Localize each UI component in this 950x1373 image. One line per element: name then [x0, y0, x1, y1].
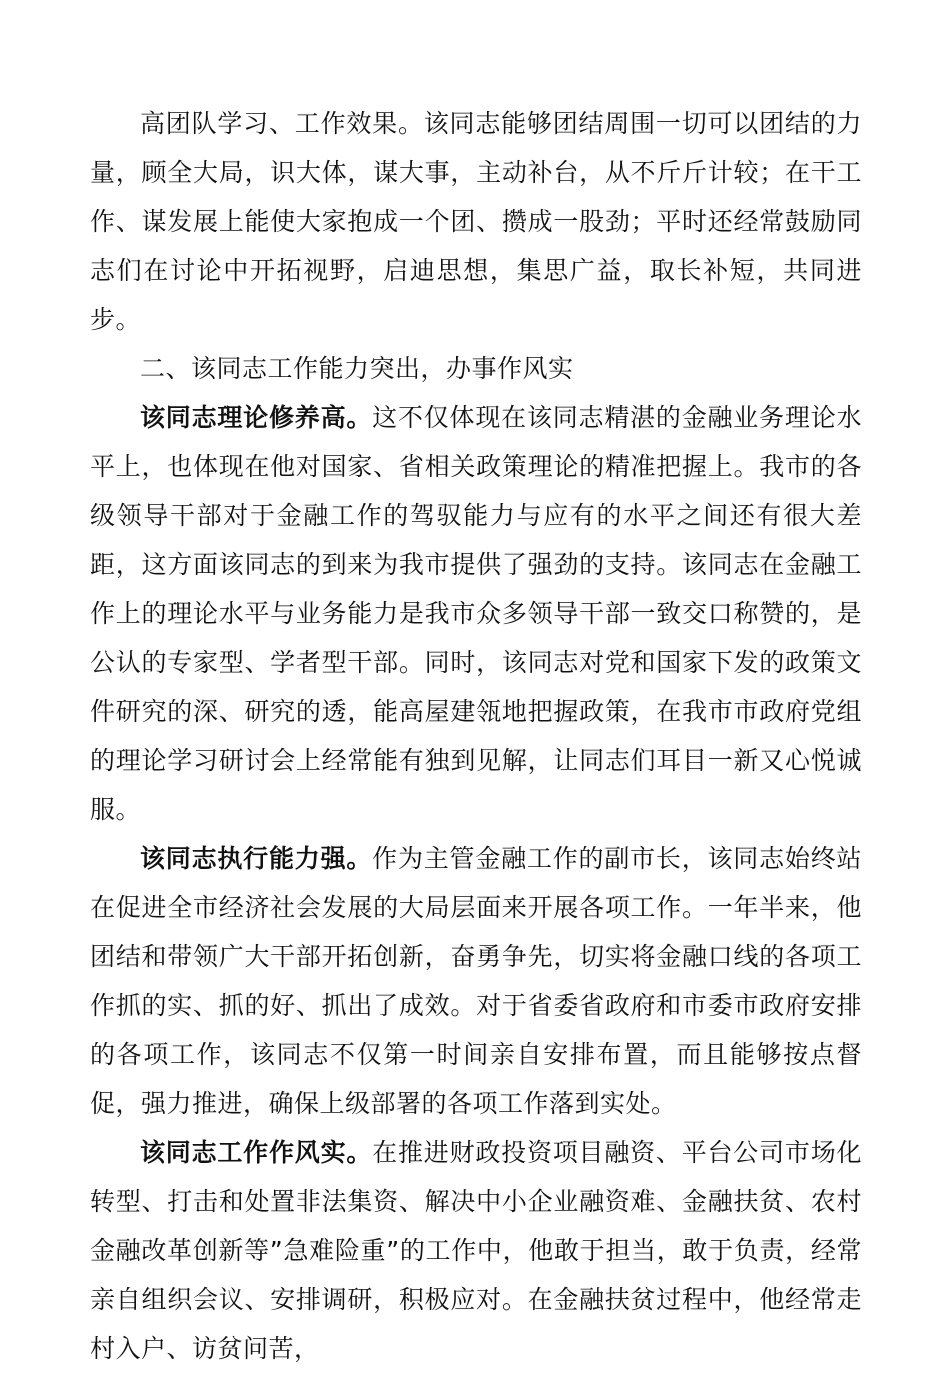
- paragraph-theory: [90, 393, 862, 834]
- paragraph-lead: 该同志执行能力强。: [140, 844, 373, 873]
- paragraph-execution: [90, 834, 862, 1128]
- paragraph-lead: 该同志理论修养高。: [140, 403, 373, 432]
- paragraph-text: 作为主管金融工作的副市长，该同志始终站在促进全市经济社会发展的大局层面来开展各项工作。一年半来，他团结和带领广大干部开拓创新，奋勇争先，切实将金融口线的各项工作抓的实、抓的好、抓出了成效。对于省委省政府和市委市政府安排的各项工作，该同志不仅第一时间亲自安排布置，而且能够按点督促，强力推进，确保上级部署的各项工作落到实处。: [90, 844, 862, 1118]
- paragraph-text: 这不仅体现在该同志精湛的金融业务理论水平上，也体现在他对国家、省相关政策理论的精准把握上。我市的各级领导干部对于金融工作的驾驭能力与应有的水平之间还有很大差距，这方面该同志的到来为我市提供了强劲的支持。该同志在金融工作上的理论水平与业务能力是我市众多领导干部一致交口称赞的，是公认的专家型、学者型干部。同时，该同志对党和国家下发的政策文件研究的深、研究的透，能高屋建瓴地把握政策，在我市市政府党组的理论学习研讨会上经常能有独到见解，让同志们耳目一新又心悦诚服。: [90, 403, 862, 824]
- paragraph-text: 高团队学习、工作效果。该同志能够团结周围一切可以团结的力量，顾全大局，识大体，谋大事，主动补台，从不斤斤计较；在干工作、谋发展上能使大家抱成一个团、攒成一股劲；平时还经常鼓励同志们在讨论中开拓视野，启迪思想，集思广益，取长补短，共同进步。: [90, 109, 862, 334]
- paragraph-text: 在推进财政投资项目融资、平台公司市场化转型、打击和处置非法集资、解决中小企业融资难、金融扶贫、农村金融改革创新等”急难险重”的工作中，他敢于担当，敢于负责，经常亲自组织会议、安排调研，积极应对。在金融扶贫过程中，他经常走村入户、访贫问苦，: [90, 1138, 862, 1363]
- document-body: [90, 99, 862, 1373]
- paragraph-work-style: [90, 1128, 862, 1373]
- paragraph-team-cohesion: [90, 99, 862, 344]
- section-heading-text: 二、该同志工作能力突出，办事作风实: [140, 354, 574, 383]
- section-heading-ability: [90, 344, 862, 393]
- paragraph-lead: 该同志工作作风实。: [140, 1138, 373, 1167]
